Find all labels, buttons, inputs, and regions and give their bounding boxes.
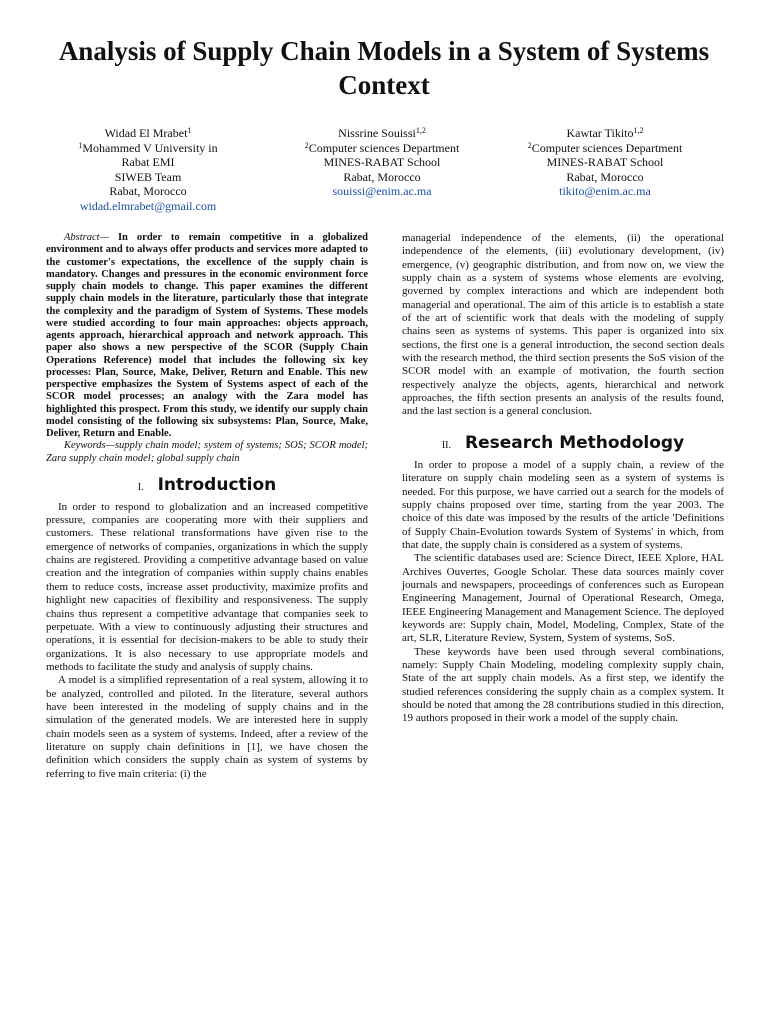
author-block-1 [42,126,254,213]
author-affiliation: $^2$Computer sciences Department [304,140,460,155]
paragraph: The scientific databases used are: Science Direct, IEEE Xplore, HAL Archives Ouvertes, Google Scholar. These data sources mainly cover journals and newspapers, proceedings of conferences such as European Engineering Management, Journal of Operational Research, Omega, IEEE Engineering Management and Management Science. The deployed keywords are: Supply chain, Model, Modeling, Complex, State of the art, SLR, Literature Review, System, System of systems, SoS. [402,552,724,645]
author-affiliation: MINES-RABAT School [546,155,664,169]
author-affiliation: Rabat, Morocco [343,169,421,184]
abstract: Abstract— In order to remain competitive in a globalized environment and to always offer products and services more adapted to the customer's expectations, the excellence of the supply chain is mandatory. Changes and pressures in the economic environment force supply chain models to change. This paper examines the different supply chain models in the literature, particularly those that integrate the complexity and the paradigm of System of Systems. These models were studied according to four main approaches: objects approach, agents approach, hierarchical approach and network approach. This paper also shows a new perspective of the SCOR (Supply Chain Operations Reference) model that includes the following six key processes: Plan, Source, Make, Deliver, Return and Enable. This new perspective emphasizes the System of Systems aspect of each of the SCOR model processes; an analogy with the Zara model has highlighted this prospect. From this study, we identify our supply chain model consisting of the following six subsystems: Plan, Source, Make, Deliver, Return and Enable. [46,232,368,439]
author-affiliation: $^2$Computer sciences Department [527,140,683,155]
author-affiliation: SIWEB Team [114,169,182,184]
section-number: II. [441,439,451,451]
author-affiliation: MINES-RABAT School [323,155,441,169]
section-title: Research Methodology [464,432,685,453]
author-email[interactable]: widad.elmrabet@gmail.com [79,198,217,213]
author-block-3 [496,126,714,199]
author-block-2 [272,126,492,199]
paragraph: A model is a simplified representation of a real system, allowing it to be analyzed, controlled and piloted. In the literature, several authors have been interested in the modeling of supply chains and in the simulation of the generated models. We are interested here in supply chain models seen as a system of systems. Indeed, after a review of the literature on supply chain definitions in [1], we have chosen the definition which considers the supply chain as system of systems by referring to five main criteria: (i) the [46,674,368,780]
author-name: Nissrine Souissi$^{1,2}$ [338,126,426,140]
author-affiliation: $^1$Mohammed V University in [78,140,218,155]
author-affiliation: Rabat, Morocco [109,184,187,198]
author-name: Widad El Mrabet$^1$ [104,126,192,140]
paragraph: In order to propose a model of a supply chain, a review of the literature on supply chain modeling seen as a system of systems is needed. For this purpose, we have carried out a search for the models of supply chains proposed over time, starting from the year 2003. The choice of this date was imposed by the results of the article 'Definitions of Supply Chain-Evolution towards System of Systems' in which, from that date, the supply chain is considered as a system of systems. [402,458,724,551]
keywords: Keywords—supply chain model; system of systems; SOS; SCOR model; Zara supply chain model; global supply chain [46,440,368,464]
paper-title: Analysis of Supply Chain Models in a System of Systems Context [58,36,710,100]
section-heading-methodology [402,433,724,453]
section-title: Introduction [157,474,277,495]
right-column [402,232,724,726]
section-number: I. [137,481,144,493]
author-affiliation: Rabat, Morocco [566,169,644,184]
paragraph: In order to respond to globalization and an increased competitive pressure, companies are cooperating more with their suppliers and customers. These relational transformations have given rise to the emergence of networks of companies, organizations in which the supply chains are registered. Providing a competitive advantage based on value creation and the integration of companies within supply chains enables them to reduce costs, increase asset productivity, maximize profits and highlight new capacities of flexibility and responsiveness. The supply chains thus represent a competitive advantage that companies seek to perpetuate. With a view to continuously adjusting their structures and operations, it is essential for decision-makers to be able to study their organizations. It is also necessary to use appropriate models and methods to facilitate the study and analysis of supply chains. [46,500,368,673]
author-email[interactable]: souissi@enim.ac.ma [332,184,432,198]
author-name: Kawtar Tikito$^{1,2}$ [566,126,644,140]
author-email[interactable]: tikito@enim.ac.ma [559,184,651,198]
section-heading-introduction [46,475,368,495]
paragraph: These keywords have been used through several combinations, namely: Supply Chain Modeling, modeling complexity supply chain, State of the art supply chain models. As a first step, we identify the studied references considering the supply chain as a complex system. It should be noted that among the 28 contributions studied in this direction, 19 authors proposed in their work a model of the supply chain. [402,645,724,725]
author-affiliation: Rabat EMI [121,155,175,169]
left-column [46,232,368,781]
paragraph-continued: managerial independence of the elements, (ii) the operational independence of the elements, (iii) evolutionary development, (iv) emergence, (v) geographic distribution, and from now on, we view the supply chain as a system of systems whose elements are evolving, governed by complex interactions and which are independent both managerial and operational. The aim of this article is to establish a state of the art of scientific work that deals with the modeling of supply chains seen as systems of systems. This paper is organized into six sections, the first one is a general introduction, the second section deals with the research method, the third section presents the SoS vision of the SCOR model with an example of motivation, the fourth section respectively analyze the objects, agents, hierarchical and network approaches, the fifth section presents an analysis of the results found, and the last section is a general conclusion. [402,232,724,418]
